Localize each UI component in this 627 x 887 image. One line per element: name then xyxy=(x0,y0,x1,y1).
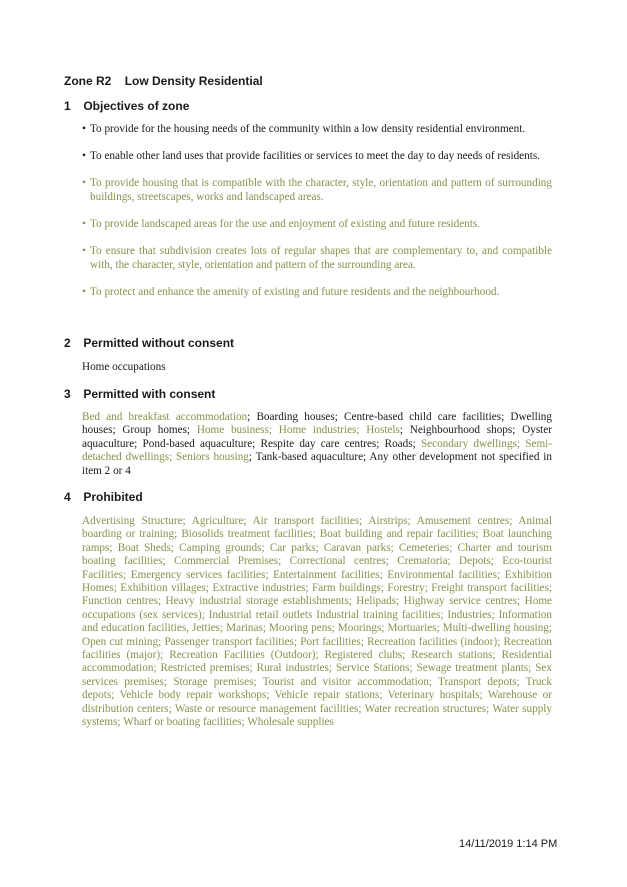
heading-with-consent xyxy=(64,387,215,401)
zone-name: Low Density Residential xyxy=(124,74,263,88)
print-timestamp: 14/11/2019 1:14 PM xyxy=(459,838,558,850)
heading-title: Prohibited xyxy=(83,490,143,504)
heading-title: Objectives of zone xyxy=(83,99,190,113)
zone-code: Zone R2 xyxy=(64,74,112,88)
permitted-use-segment: Secondary dwellings; Semi-detached dwellings; Seniors housing xyxy=(82,437,552,464)
heading-prohibited xyxy=(64,490,143,504)
heading-without-consent xyxy=(64,336,234,350)
heading-objectives xyxy=(64,99,189,113)
objective-item: • To provide landscaped areas for the use and enjoyment of existing and future residents. xyxy=(82,218,552,232)
with-consent-list xyxy=(82,411,552,478)
objective-item: • To provide housing that is compatible with the character, style, orientation and pattern of surrounding buildings, streetscapes, works and landscaped areas. xyxy=(82,177,552,204)
permitted-use-segment: ; Boarding houses; Centre-based child care facilities; Dwelling houses; Group homes; xyxy=(82,411,552,437)
objective-item: • To protect and enhance the amenity of existing and future residents and the neighbourhood. xyxy=(82,286,552,300)
heading-title: Permitted without consent xyxy=(83,336,235,350)
objectives-list xyxy=(82,123,552,313)
heading-number: 1 xyxy=(64,99,71,113)
heading-number: 2 xyxy=(64,336,71,350)
permitted-use-segment: ; Neighbourhood shops; Oyster aquaculture; Pond-based aquaculture; Respite day care centres; Roads; xyxy=(82,424,552,450)
permitted-use-segment: Bed and breakfast accommodation xyxy=(82,411,248,423)
prohibited-list: Advertising Structure; Agriculture; Air transport facilities; Airstrips; Amusement centres; Animal boarding or training; Biosolids treatment facilities; Boat building and repair facilities; Boat launching ramps; Boat Sheds; Camping grounds; Car parks; Caravan parks; Cemeteries; Charter and tourism boating facilities; Commercial Premises; Correctional centres; Crematoria; Depots; Eco-tourist Facilities; Emergency services facilities; Entertainment facilities; Environmental facilities; Exhibition Homes; Exhibition villages; Extractive industries; Farm buildings; Forestry; Freight transport facilities; Function centres; Heavy industrial storage establishments; Helipads; Highway service centres; Home occupations (sex services); Industrial retail outlets Industrial training facilities; Industries; Information and education facilities, Jetties; Marinas; Mooring pens; Moorings; Mortuaries; Multi-dwelling housing; Open cut mining; Passenger transport facilities; Port facilities; Recreation facilities (indoor); Recreation facilities (major); Recreation Facilities (Outdoor); Registered clubs; Research stations; Residential accommodation; Restricted premises; Rural industries; Service Stations; Sewage treatment plants; Sex services premises; Storage premises; Tourist and visitor accommodation; Transport depots; Truck depots; Vehicle body repair workshops; Vehicle repair stations; Veterinary hospitals; Warehouse or distribution centers; Waste or resource management facilities; Water recreation structures; Water supply systems; Wharf or boating facilities; Wholesale supplies xyxy=(82,515,552,729)
objective-item: • To ensure that subdivision creates lots of regular shapes that are complementary to, and compatible with, the character, style, orientation and pattern of the surrounding area. xyxy=(82,245,552,272)
permitted-use-segment: ; Tank-based aquaculture; Any other development not specified in item 2 or 4 xyxy=(82,451,552,477)
objective-item: • To provide for the housing needs of the community within a low density residential environment. xyxy=(82,123,552,137)
objective-item: • To enable other land uses that provide facilities or services to meet the day to day needs of residents. xyxy=(82,150,552,164)
permitted-use-segment: Home business; Home industries; Hostels xyxy=(196,424,400,437)
heading-number: 3 xyxy=(64,387,71,401)
without-consent-text: Home occupations xyxy=(82,361,166,373)
heading-number: 4 xyxy=(64,490,71,504)
heading-title: Permitted with consent xyxy=(83,387,216,401)
zone-title xyxy=(64,74,263,88)
